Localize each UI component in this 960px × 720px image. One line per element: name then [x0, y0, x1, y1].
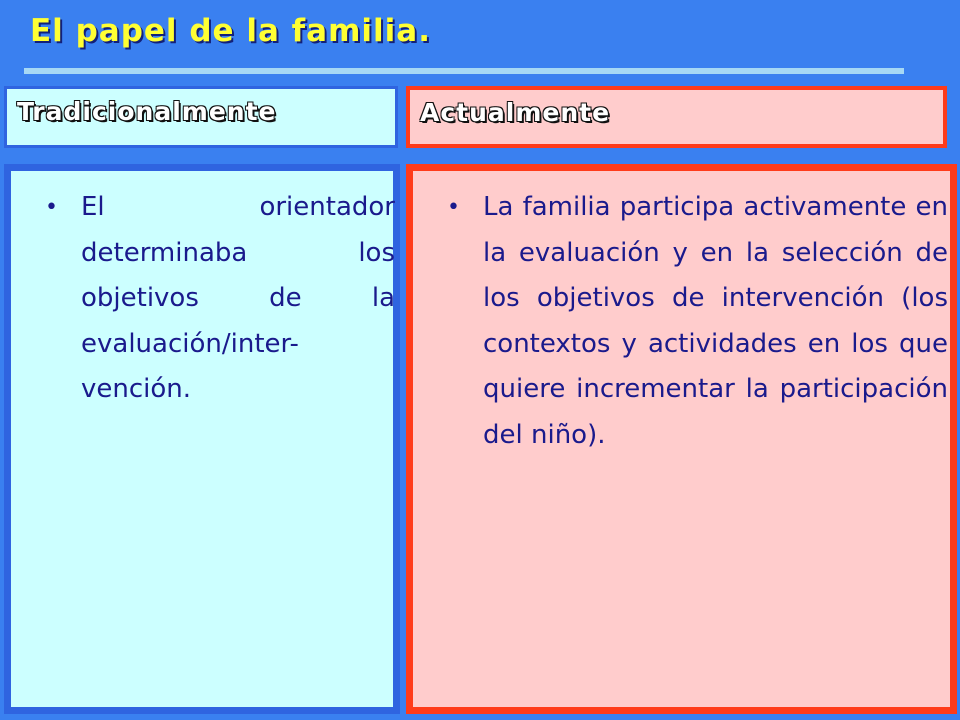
left-bullet-text: El orientador determinaba los objetivos de la evaluación/inter-vención. [81, 192, 395, 405]
left-column-body [4, 164, 400, 714]
bullet-dot-icon: • [447, 195, 460, 220]
left-column-header-label: Tradicionalmente [17, 97, 277, 126]
right-bullet-item [413, 185, 948, 459]
left-bullet-item [11, 185, 395, 413]
right-column-header [406, 86, 947, 148]
slide-title: El papel de la familia. [30, 13, 431, 49]
right-bullet-text: La familia participa activamente en la evaluación y en la selección de los objetivos de intervención (los contextos y actividades en los que quiere incrementar la participación del niño). [483, 192, 948, 450]
left-column-header [4, 86, 398, 148]
right-column-header-label: Actualmente [420, 98, 611, 127]
title-underline-divider [24, 68, 904, 74]
right-column-body [406, 164, 957, 714]
bullet-dot-icon: • [45, 195, 58, 220]
left-bullet-list [11, 185, 393, 413]
right-bullet-list [413, 185, 950, 459]
